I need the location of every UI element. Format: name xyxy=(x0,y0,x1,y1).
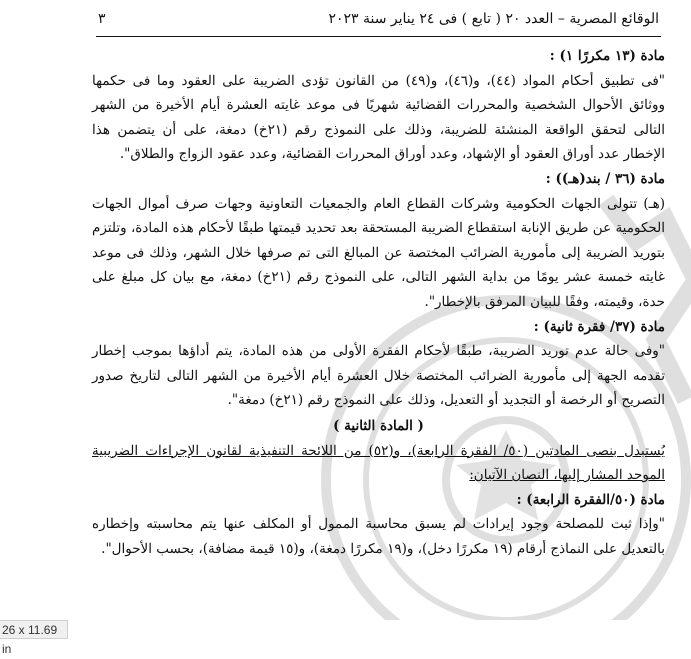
section-title: ( المادة الثانية ) xyxy=(333,417,424,434)
replacement-intro: يُستبدل بنصى المادتين (٥٠/ الفقرة الرابعة)، و(٥٢) من اللائحة التنفيذية لقانون الإجراءات الضريبية الموحد المشار إليها، النصان الآتيان: xyxy=(92,442,665,484)
header-rule xyxy=(96,36,661,37)
article-text-1: "فى تطبيق أحكام المواد (٤٤)، و(٤٦)، و(٤٩) من القانون تؤدى الضريبة على العقود وما فى حكمها ووثائق الأحوال الشخصية والمحررات القضائية شهريًا فى موعد غايته العشرة أيام الأخيرة من الشهر التالى لتحقق الواقعة المنشئة للضريبة، وذلك على النموذج رقم (٢١خ) دمغة، على أن يتضمن هذا الإخطار عدد أوراق العقود أو الإشهاد، وعدد أوراق المحررات القضائية، وعدد عقود الزواج والطلاق". xyxy=(92,72,666,163)
document-page xyxy=(86,0,671,645)
page-number: ٣ xyxy=(98,11,106,27)
article-heading-3: مادة (٣٧/ فقرة ثانية) : xyxy=(533,318,665,335)
article-text-2: (هـ) تتولى الجهات الحكومية وشركات القطاع العام والجمعيات التعاونية وجهات صرف أموال الجهات الحكومية عن طريق الإنابة استقطاع الضريبة المستحقة بعد تحديد قيمتها طبقًا لأحكام هذه المادة، وتلتزم بتوريد الضريبة إلى مأمورية الضرائب المختصة عن المبالغ التى تم صرفها خلال الشهر، وذلك فى موعد غايته خمسة عشر يومًا من بداية الشهر التالى، على النموذج رقم (٢١خ) دمغة، مع بيان كل مبلغ على حدة، وقيمته، وفقًا للبيان المرفق بالإخطار". xyxy=(92,195,665,310)
header-title: الوقائع المصرية – العدد ٢٠ ( تابع ) فى ٢٤ يناير سنة ٢٠٢٣ xyxy=(328,11,659,27)
page-size-indicator: 26 x 11.69 in xyxy=(0,620,68,639)
article-heading-2: مادة (٣٦ / بند(هـ)) : xyxy=(545,170,665,187)
article-text-3: "وفى حالة عدم توريد الضريبة، طبقًا لأحكام الفقرة الأولى من هذه المادة، يتم أداؤها بموجب إخطار تقدمه الجهة إلى مأمورية الضرائب المختصة خلال العشرة أيام الأخيرة من الشهر التالى لتاريخ صدور التصريح أو الرخصة أو التجديد أو التعديل، وذلك على النموذج رقم (٢١خ) دمغة". xyxy=(92,343,665,409)
document-body xyxy=(92,44,665,561)
page-header xyxy=(98,6,659,32)
article-text-4: "وإذا ثبت للمصلحة وجود إيرادات لم يسبق محاسبة الممول أو المكلف عنها يتم محاسبته وإخطاره بالتعديل على النماذج أرقام (١٩ مكررًا دخل)، و(١٩ مكررًا دمغة)، و(١٥ قيمة مضافة)، بحسب الأحوال". xyxy=(92,516,665,557)
article-heading-4: مادة (٥٠/الفقرة الرابعة) : xyxy=(516,491,665,508)
article-heading-1: مادة (١٣ مكررًا ١) : xyxy=(549,48,665,64)
